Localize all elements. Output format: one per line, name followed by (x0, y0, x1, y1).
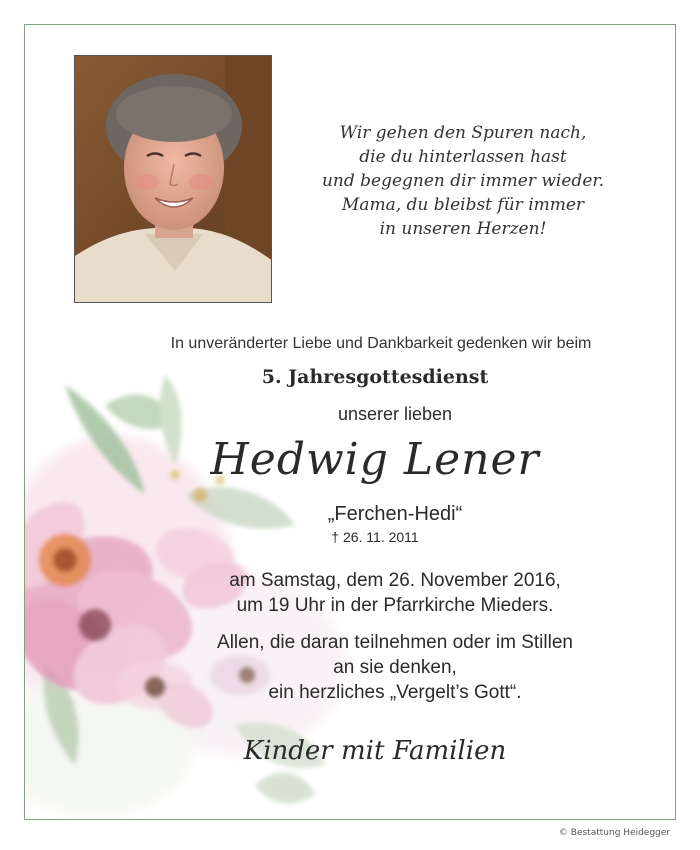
thanks-line-1: Allen, die daran teilnehmen oder im Stillen (217, 632, 573, 653)
poem-line: und begegnen dir immer wieder. (321, 171, 605, 191)
deceased-name: Hedwig Lener (210, 434, 540, 485)
signature: Kinder mit Familien (243, 736, 507, 766)
service-date-line-1: am Samstag, dem 26. November 2016, (229, 570, 561, 591)
nickname: „Ferchen-Hedi“ (327, 503, 463, 525)
poem-line: Wir gehen den Spuren nach, (339, 123, 587, 143)
poem-line: Mama, du bleibst für immer (341, 195, 585, 215)
death-date: † 26. 11. 2011 (331, 529, 419, 545)
poem (293, 121, 633, 241)
thanks-line-3: ein herzliches „Vergelt’s Gott“. (268, 682, 522, 703)
copyright-credit: © Bestattung Heidegger (558, 828, 670, 838)
portrait-photo (74, 55, 272, 303)
portrait-image (75, 56, 272, 303)
poem-line: in unseren Herzen! (379, 219, 547, 239)
poem-line: die du hinterlassen hast (359, 147, 567, 167)
intro-text: In unveränderter Liebe und Dankbarkeit gedenken wir beim (170, 335, 592, 352)
service-date-line-2: um 19 Uhr in der Pfarrkirche Mieders. (236, 595, 554, 616)
of-our-text: unserer lieben (337, 404, 453, 424)
memorial-card (24, 24, 676, 820)
thanks-line-2: an sie denken, (333, 657, 457, 678)
anniversary-title: 5. Jahresgottesdienst (261, 366, 489, 388)
